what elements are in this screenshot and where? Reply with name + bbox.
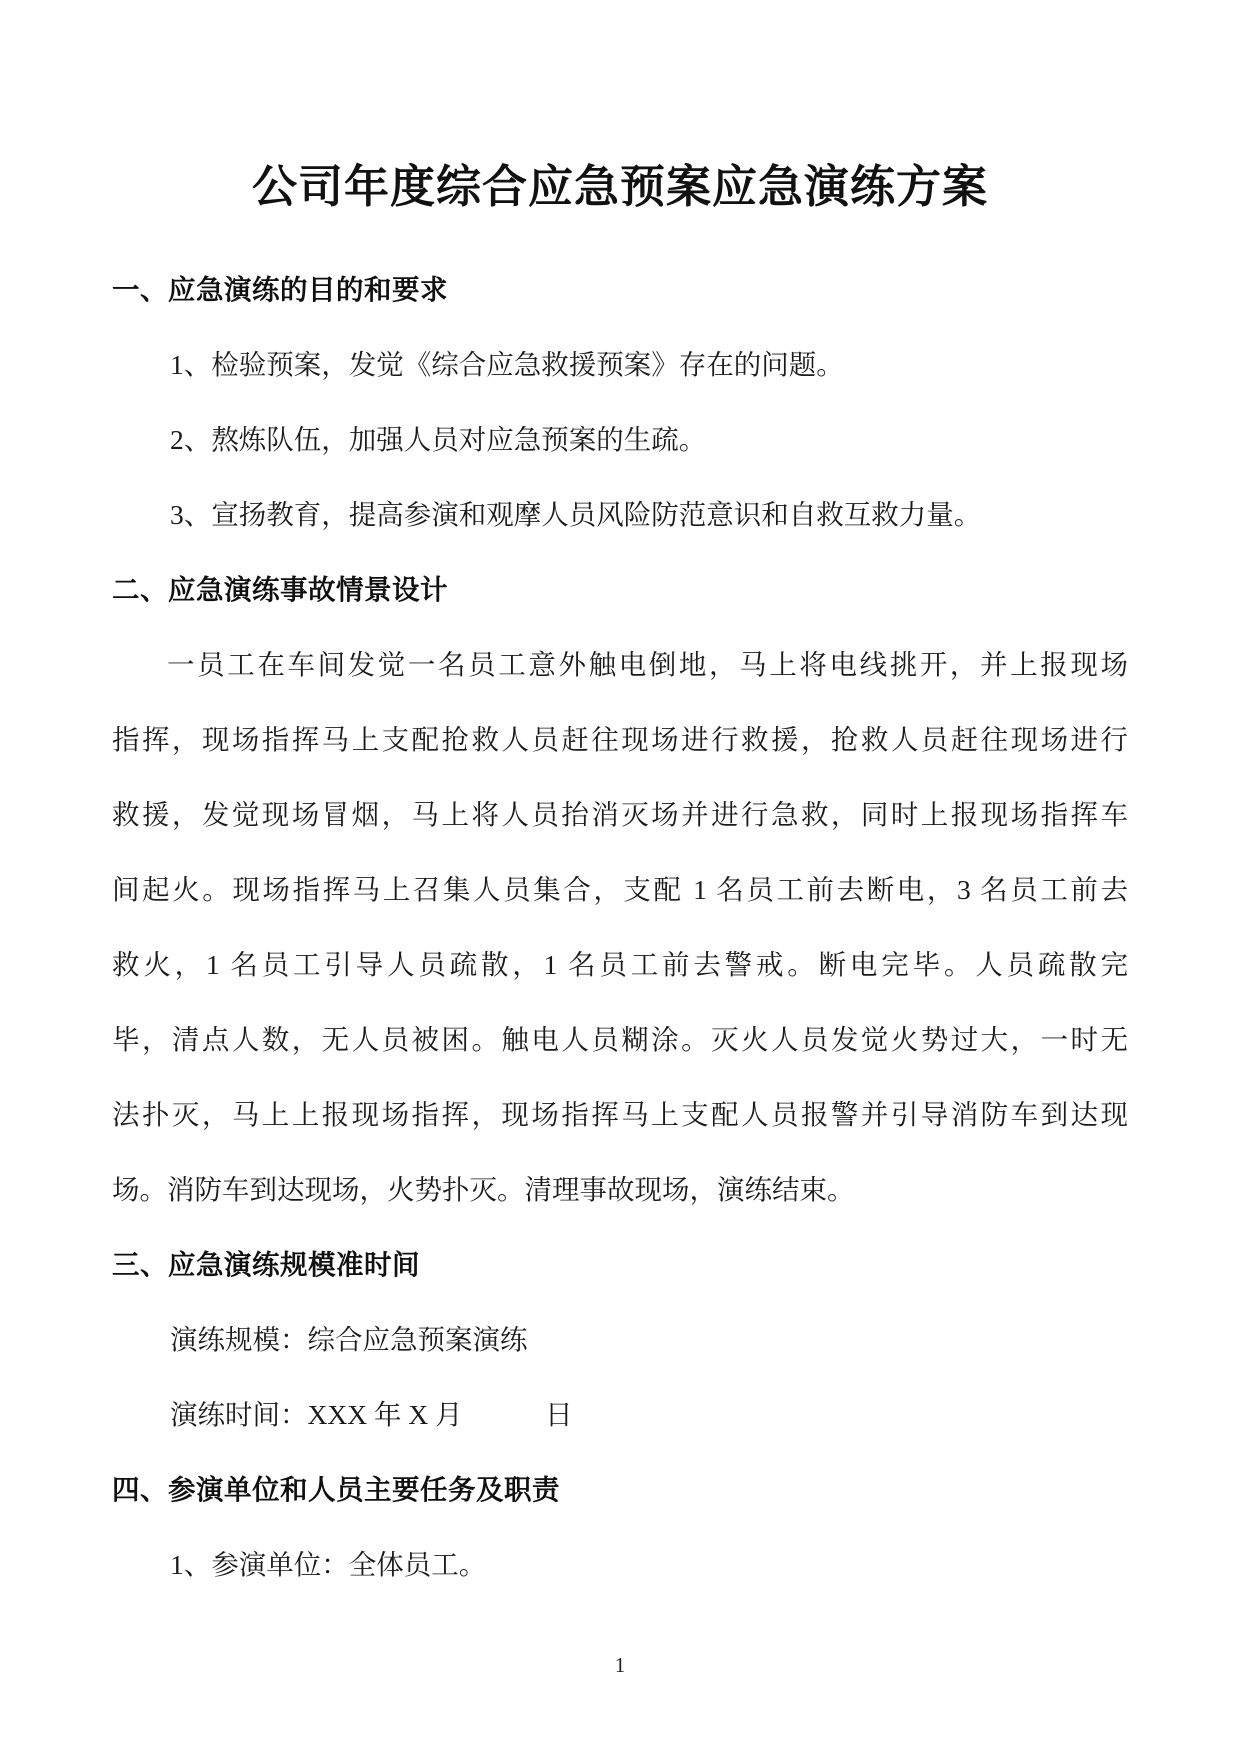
paragraph-line: 救援，发觉现场冒烟，马上将人员抬消灭场并进行急救，同时上报现场指挥车: [112, 799, 1128, 830]
paragraph-line: 救火，1 名员工引导人员疏散，1 名员工前去警戒。断电完毕。人员疏散完: [112, 949, 1128, 980]
section-1-item-1: 1、检验预案，发觉《综合应急救援预案》存在的问题。: [170, 349, 844, 380]
paragraph-line: 指挥，现场指挥马上支配抢救人员赶往现场进行救援，抢救人员赶往现场进行: [112, 724, 1128, 755]
section-1-heading: 一、应急演练的目的和要求: [112, 274, 448, 305]
section-3-heading: 三、应急演练规模准时间: [112, 1249, 420, 1280]
section-4-item-1: 1、参演单位：全体员工。: [170, 1549, 487, 1580]
paragraph-line: 一员工在车间发觉一名员工意外触电倒地，马上将电线挑开，并上报现场: [167, 649, 1128, 680]
section-3-item-2: 演练时间：XXX 年 X 月 日: [170, 1399, 573, 1430]
paragraph-line: 间起火。现场指挥马上召集人员集合，支配 1 名员工前去断电，3 名员工前去: [112, 874, 1128, 905]
document-body: [112, 252, 1128, 1602]
document-title: 公司年度综合应急预案应急演练方案: [251, 161, 988, 212]
section-1-item-2: 2、熬炼队伍，加强人员对应急预案的生疏。: [170, 424, 707, 455]
section-4-heading: 四、参演单位和人员主要任务及职责: [112, 1474, 560, 1505]
section-3-item-1: 演练规模：综合应急预案演练: [170, 1324, 528, 1355]
section-2-heading: 二、应急演练事故情景设计: [112, 574, 448, 605]
paragraph-line: 场。消防车到达现场，火势扑灭。清理事故现场，演练结束。: [112, 1174, 855, 1205]
paragraph-line: 毕，清点人数，无人员被困。触电人员糊涂。灭火人员发觉火势过大，一时无: [112, 1024, 1128, 1055]
paragraph-line: 法扑灭，马上上报现场指挥，现场指挥马上支配人员报警并引导消防车到达现: [112, 1099, 1128, 1130]
page-number: 1: [614, 1653, 626, 1677]
section-1-item-3: 3、宣扬教育，提高参演和观摩人员风险防范意识和自救互救力量。: [170, 499, 982, 530]
